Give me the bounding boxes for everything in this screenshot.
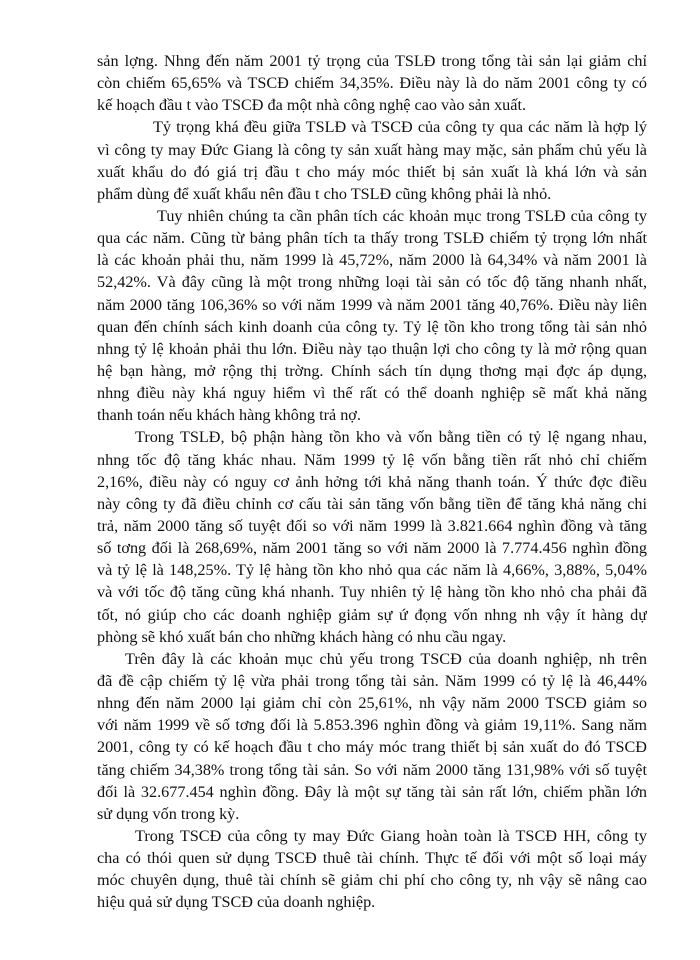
text-line: hệ bạn hàng, mở rộng thị trờng. Chính sách tín dụng thơng mại đợc áp dụng, — [97, 361, 647, 380]
text-line: 2,16%, điều này có nguy cơ ảnh hởng tới khả năng thanh toán. Ý thức đợc điều — [97, 472, 647, 491]
text-line: nhng tỷ lệ khoản phải thu lớn. Điều này tạo thuận lợi cho công ty là mở rộng quan — [97, 339, 647, 358]
paragraph-6 — [97, 825, 647, 914]
text-line: Tuy nhiên chúng ta cần phân tích các khoản mục trong TSLĐ của công ty — [157, 206, 647, 225]
text-line: Tỷ trọng khá đều giữa TSLĐ và TSCĐ của công ty qua các năm là hợp lý — [153, 118, 647, 137]
paragraph-4 — [97, 426, 647, 647]
text-line: kế hoạch đầu t vào TSCĐ đa một nhà công nghệ cao vào sản xuất. — [97, 96, 527, 115]
text-line: tốt, nó giúp cho các doanh nghiệp giảm sự ứ đọng vốn nhng nh vậy ít hàng dự — [97, 605, 647, 624]
text-line: cha có thói quen sử dụng TSCĐ thuê tài chính. Thực tế đối với một số loại máy — [97, 849, 647, 868]
text-line: xuất khẩu do đó giá trị đầu t cho máy móc thiết bị sản xuất là khá lớn và sản — [97, 162, 647, 181]
text-line: còn chiếm 65,65% và TSCĐ chiếm 34,35%. Điều này là do năm 2001 công ty có — [97, 74, 647, 93]
text-line: này công ty đã điều chỉnh cơ cấu tài sản tăng vốn bằng tiền để tăng khả năng chi — [97, 494, 647, 513]
text-line: quan đến chính sách kinh doanh của công ty. Tỷ lệ tồn kho trong tổng tài sản nhỏ — [97, 317, 647, 336]
text-line: tăng chiếm 34,38% trong tổng tài sản. So với năm 2000 tăng 131,98% với số tuyệt — [97, 760, 647, 779]
text-line: nhng tốc độ tăng khác nhau. Năm 1999 tỷ lệ vốn bằng tiền rất nhỏ chỉ chiếm — [97, 450, 647, 469]
text-line: và tỷ lệ là 148,25%. Tỷ lệ hàng tồn kho nhỏ qua các năm là 4,66%, 3,88%, 5,04% — [97, 561, 647, 580]
text-line: sử dụng vốn trong kỳ. — [97, 804, 240, 823]
paragraph-5 — [97, 648, 647, 825]
text-line: hiệu quả sử dụng TSCĐ của doanh nghiệp. — [97, 893, 376, 912]
text-line: đối là 32.677.454 nghìn đồng. Đây là một sự tăng tài sản rất lớn, chiếm phần lớn — [97, 782, 647, 801]
text-line: sản lợng. Nhng đến năm 2001 tỷ trọng của TSLĐ trong tổng tài sản lại giảm chỉ — [97, 52, 647, 70]
text-line: qua các năm. Cũng từ bảng phân tích ta thấy trong TSLĐ chiếm tỷ trọng lớn nhất — [97, 229, 647, 248]
text-line: trả, năm 2000 tăng số tuyệt đối so với năm 1999 là 3.821.664 nghìn đồng và tăng — [97, 516, 647, 535]
text-line: với năm 1999 về số tơng đối là 5.853.396 nghìn đồng và giảm 19,11%. Sang năm — [97, 716, 647, 735]
paragraph-1 — [97, 50, 647, 116]
paragraph-3 — [97, 205, 647, 426]
text-line: và với tốc độ tăng cũng khá nhanh. Tuy nhiên tỷ lệ hàng tồn kho nhỏ cha phải đã — [97, 583, 647, 602]
document-body — [97, 50, 647, 913]
text-line: 2001, công ty có kế hoạch đầu t cho máy móc trang thiết bị sản xuất do đó TSCĐ — [97, 738, 647, 757]
text-line: Trong TSLĐ, bộ phận hàng tồn kho và vốn bằng tiền có tỷ lệ ngang nhau, — [135, 428, 647, 447]
text-line: Trên đây là các khoản mục chủ yếu trong TSCĐ của doanh nghiệp, nh trên — [125, 649, 647, 668]
text-line: là các khoản phải thu, năm 1999 là 45,72%, năm 2000 là 64,34% và năm 2001 là — [97, 251, 647, 270]
text-line: số tơng đối là 268,69%, năm 2001 tăng so với năm 2000 là 7.774.456 nghìn đồng — [97, 539, 647, 558]
text-line: móc chuyên dụng, thuê tài chính sẽ giảm chi phí cho công ty, nh vậy sẽ nâng cao — [97, 871, 647, 890]
text-line: nhng đến năm 2000 lại giảm chỉ còn 25,61%, nh vậy năm 2000 TSCĐ giảm so — [97, 694, 647, 713]
text-line: Trong TSCĐ của công ty may Đức Giang hoàn toàn là TSCĐ HH, công ty — [135, 826, 647, 845]
text-line: phẩm dùng để xuất khẩu nên đầu t cho TSLĐ cũng không phải là nhỏ. — [97, 184, 552, 203]
text-line: 52,42%. Và đây cũng là một trong những loại tài sản có tốc độ tăng nhanh nhất, — [97, 273, 647, 292]
text-line: phòng sẽ khó xuất bán cho những khách hàng có nhu cầu ngay. — [97, 627, 507, 646]
text-line: nhng điều này khá nguy hiểm vì thế rất có thể doanh nghiệp sẽ mất khả năng — [97, 384, 647, 403]
text-line: năm 2000 tăng 106,36% so với năm 1999 và năm 2001 tăng 40,76%. Điều này liên — [97, 295, 647, 314]
text-line: thanh toán nếu khách hàng không trả nợ. — [97, 406, 361, 425]
text-line: đã đề cập chiếm tỷ lệ vừa phải trong tổng tài sản. Năm 1999 có tỷ lệ là 46,44% — [97, 671, 647, 690]
paragraph-2 — [97, 116, 647, 205]
text-line: vì công ty may Đức Giang là công ty sản xuất hàng may mặc, sản phẩm chủ yếu là — [97, 140, 647, 159]
